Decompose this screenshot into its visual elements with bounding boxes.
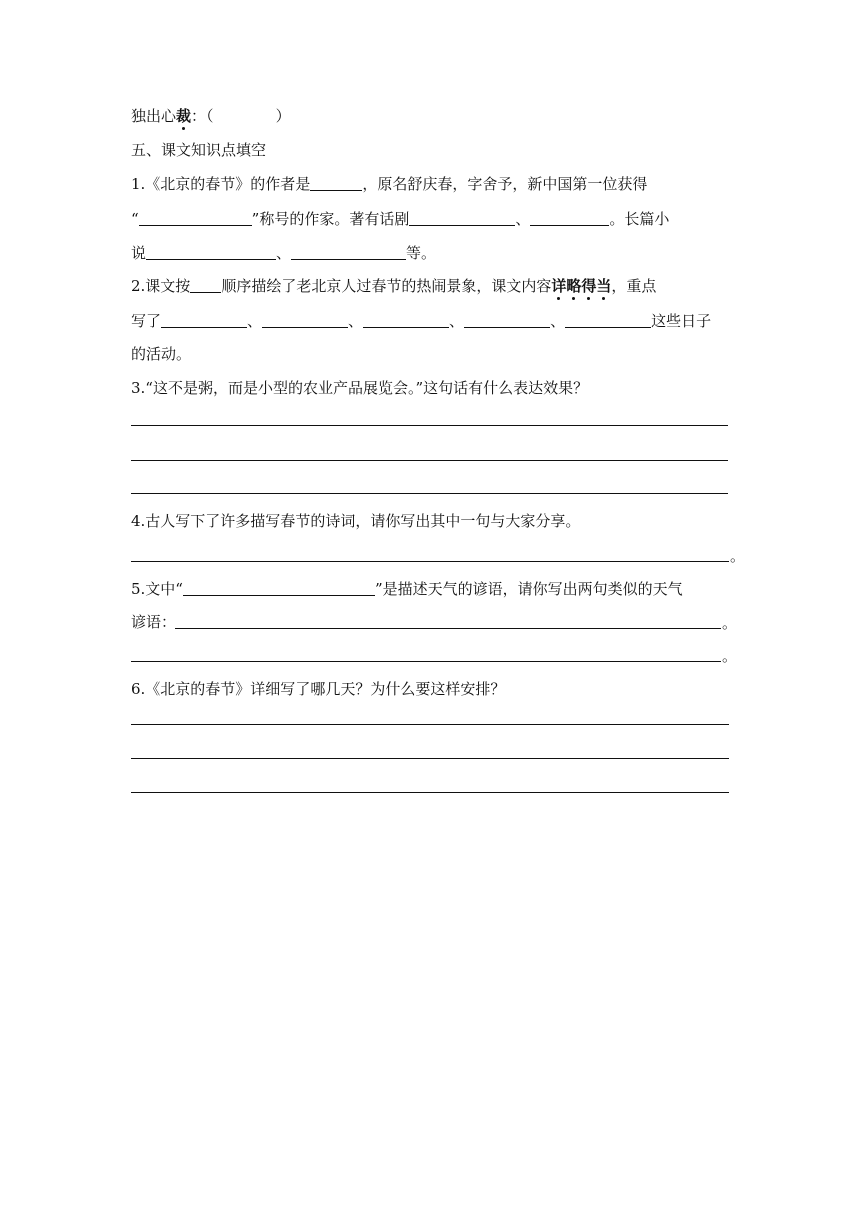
q2-sep: 、 bbox=[247, 312, 263, 330]
q5-period: 。 bbox=[722, 647, 738, 665]
q1-text-b: ，原名舒庆春，字舍予，新中国第一位获得 bbox=[362, 175, 648, 193]
idiom-prefix: 独出心 bbox=[131, 107, 177, 125]
q2-sep: 、 bbox=[449, 312, 465, 330]
q5-blank-proverb[interactable] bbox=[183, 580, 375, 596]
q5-text-b: ”是描述天气的谚语，请你写出两句类似的天气 bbox=[374, 580, 683, 598]
q5-line-1 bbox=[131, 579, 683, 599]
q2-line-2 bbox=[131, 311, 711, 331]
q1-text-c: ”称号的作家。著有话剧 bbox=[251, 210, 410, 228]
q2-text-e: 这些日子 bbox=[651, 312, 712, 330]
idiom-dotted-char: 裁 bbox=[176, 107, 192, 125]
q1-blank-author[interactable] bbox=[310, 175, 362, 191]
q1-blank-novel-1[interactable] bbox=[146, 244, 276, 260]
q3-question: 3.“这不是粥，而是小型的农业产品展览会。”这句话有什么表达效果？ bbox=[131, 379, 589, 397]
q2-text-a: 2.课文按 bbox=[131, 277, 191, 295]
q1-blank-play-2[interactable] bbox=[530, 210, 609, 226]
q6-answer-line[interactable] bbox=[131, 758, 729, 759]
q5-line-2: 谚语： bbox=[131, 613, 177, 631]
q2-dotted-char: 略 bbox=[566, 277, 582, 295]
q1-line-2 bbox=[131, 209, 669, 229]
q2-blank-day-5[interactable] bbox=[565, 312, 651, 328]
q1-text-e: 说 bbox=[131, 244, 147, 262]
idiom-open-paren: （ bbox=[206, 107, 214, 125]
q2-dotted-char: 详 bbox=[551, 277, 567, 295]
q1-text-d: 。长篇小 bbox=[609, 210, 670, 228]
q1-text-f: 等。 bbox=[406, 244, 437, 262]
q2-line-3: 的活动。 bbox=[131, 345, 192, 363]
q4-answer-line[interactable] bbox=[131, 561, 729, 562]
q2-blank-day-1[interactable] bbox=[161, 312, 247, 328]
q1-open-quote: “ bbox=[131, 210, 139, 228]
q6-answer-line[interactable] bbox=[131, 792, 729, 793]
q1-line-3 bbox=[131, 243, 436, 263]
q2-sep: 、 bbox=[550, 312, 566, 330]
q1-text-a: 1.《北京的春节》的作者是 bbox=[131, 175, 311, 193]
q2-dotted-char: 得 bbox=[581, 277, 597, 295]
q4-question: 4.古人写下了许多描写春节的诗词，请你写出其中一句与大家分享。 bbox=[131, 512, 581, 530]
q5-period: 。 bbox=[722, 614, 738, 632]
q2-text-d: 写了 bbox=[131, 312, 162, 330]
q2-blank-day-4[interactable] bbox=[464, 312, 550, 328]
q5-answer-line[interactable] bbox=[131, 661, 721, 662]
section-title: 五、课文知识点填空 bbox=[131, 141, 267, 159]
q2-sep: 、 bbox=[348, 312, 364, 330]
q2-blank-day-2[interactable] bbox=[262, 312, 348, 328]
q4-period: 。 bbox=[730, 547, 746, 565]
q2-blank-day-3[interactable] bbox=[363, 312, 449, 328]
q1-blank-novel-2[interactable] bbox=[291, 244, 406, 260]
q2-text-c: ，重点 bbox=[611, 277, 657, 295]
q5-text-a: 5.文中“ bbox=[131, 580, 183, 598]
q2-text-b: 顺序描绘了老北京人过春节的热闹景象，课文内容 bbox=[221, 277, 552, 295]
q1-line-1 bbox=[131, 174, 647, 194]
q5-answer-line[interactable] bbox=[175, 628, 721, 629]
idiom-close-paren: ） bbox=[275, 107, 291, 125]
q2-dotted-char: 当 bbox=[596, 277, 612, 295]
q6-question: 6.《北京的春节》详细写了哪几天？为什么要这样安排？ bbox=[131, 680, 506, 698]
q2-blank-order[interactable] bbox=[190, 277, 221, 293]
q1-blank-play-1[interactable] bbox=[409, 210, 515, 226]
q2-line-1 bbox=[131, 276, 656, 296]
idiom-line bbox=[131, 106, 291, 126]
q1-blank-title[interactable] bbox=[139, 210, 252, 226]
q3-answer-line[interactable] bbox=[131, 460, 728, 461]
q3-answer-line[interactable] bbox=[131, 493, 728, 494]
q1-sep-a: 、 bbox=[515, 210, 531, 228]
q3-answer-line[interactable] bbox=[131, 425, 728, 426]
q6-answer-line[interactable] bbox=[131, 724, 729, 725]
q1-sep-b: 、 bbox=[276, 244, 292, 262]
idiom-colon: ： bbox=[191, 107, 207, 125]
